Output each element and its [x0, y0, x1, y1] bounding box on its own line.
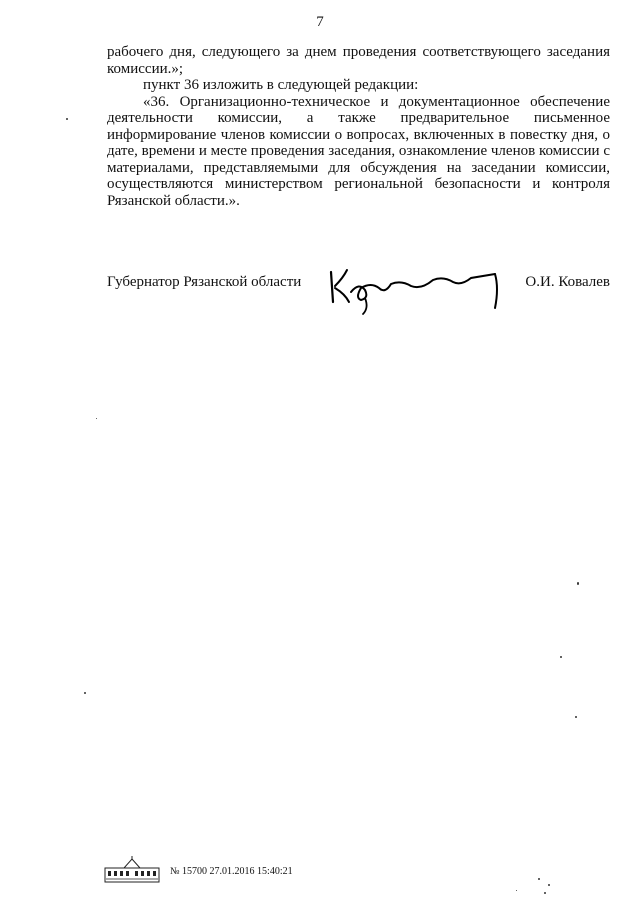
scan-speck — [560, 656, 562, 658]
building-icon — [104, 856, 160, 884]
paragraph-amendment-intro: пункт 36 изложить в следующей редакции: — [143, 77, 419, 93]
scan-speck — [575, 716, 577, 718]
scan-speck — [577, 582, 579, 585]
page-number: 7 — [316, 14, 324, 30]
scan-speck — [66, 118, 68, 120]
paragraph-continuation: рабочего дня, следующего за днем проведения соответствующего заседания комиссии.»; — [107, 44, 610, 77]
scan-speck — [548, 884, 550, 886]
registry-stamp — [104, 856, 344, 886]
paragraph-point-36: «36. Организационно-техническое и документационное обеспечение деятельности комиссии, а также предварительное письменное информирование членов комиссии о вопросах, включенных в повестку дня, о дате, времени и месте проведения заседания, ознакомление членов комиссии с материалами, представляемыми для обсуждения на заседании комиссии, осуществляются министерством региональной безопасности и контроля Рязанской области.». — [107, 93, 610, 209]
scan-speck — [516, 890, 517, 891]
registry-number: № 15700 27.01.2016 15:40:21 — [170, 866, 293, 877]
scan-speck — [538, 878, 540, 880]
scan-speck — [96, 418, 97, 419]
scan-speck — [544, 892, 546, 894]
signatory-title: Губернатор Рязанской области — [107, 274, 302, 290]
signatory-name: О.И. Ковалев — [525, 274, 610, 290]
signature-block — [107, 262, 610, 312]
document-body — [107, 44, 610, 209]
scan-speck — [84, 692, 86, 694]
handwritten-signature — [325, 258, 505, 318]
